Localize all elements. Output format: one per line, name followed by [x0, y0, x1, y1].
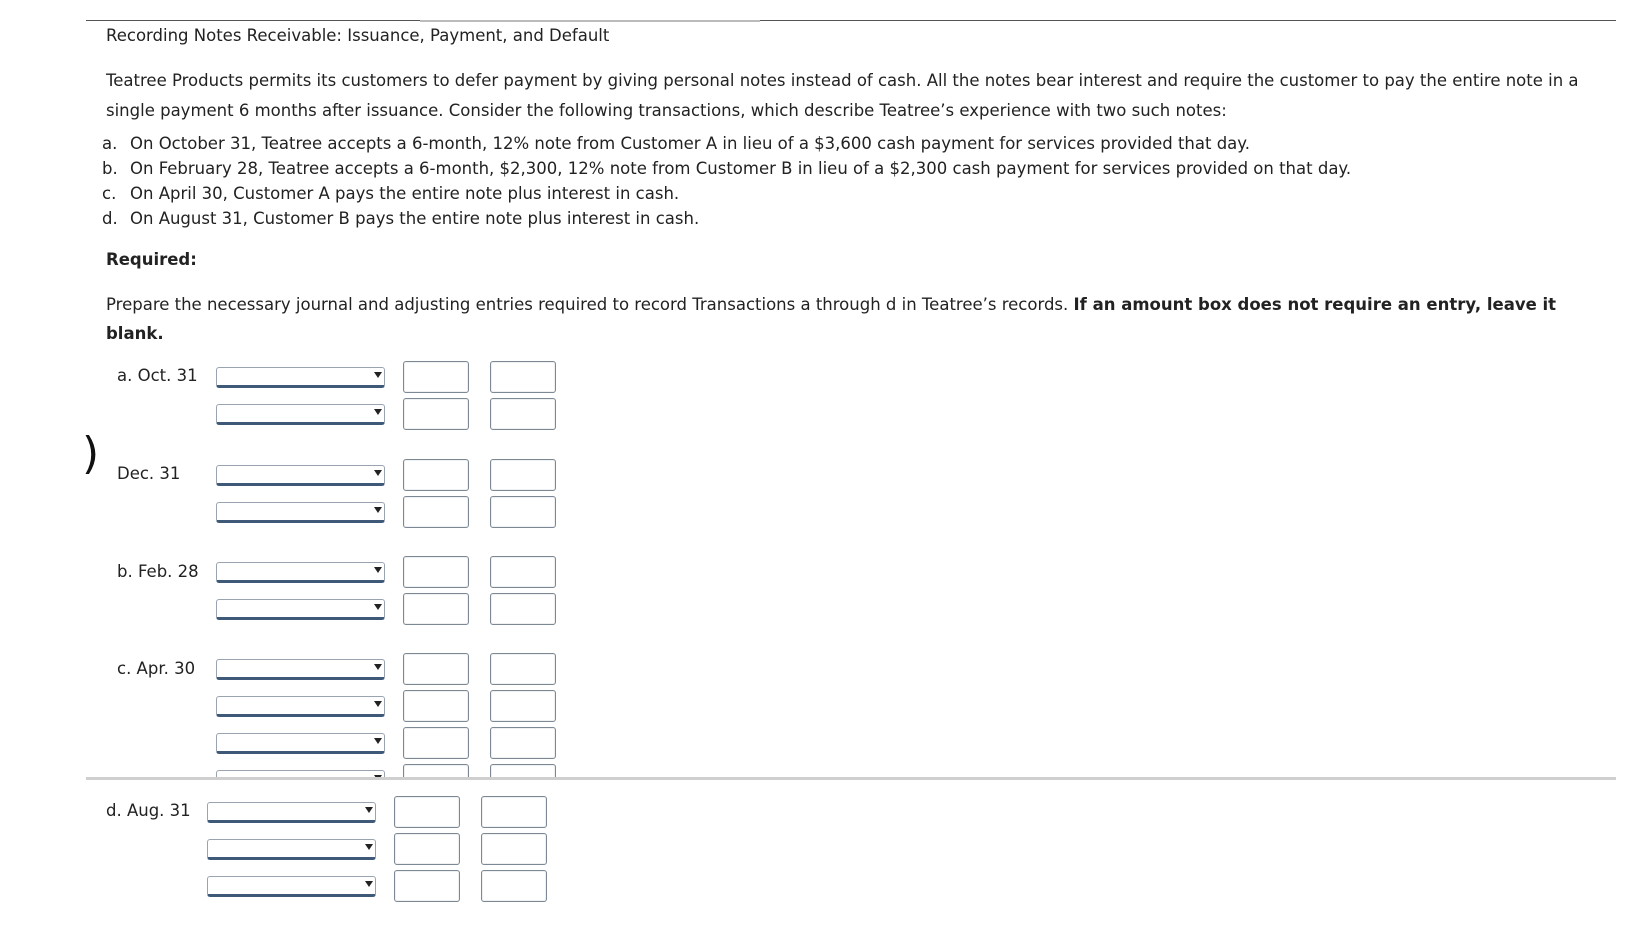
account-select[interactable] [216, 733, 385, 754]
credit-input[interactable] [490, 556, 556, 588]
credit-input[interactable] [490, 727, 556, 759]
account-select[interactable] [207, 802, 376, 823]
page-title: Recording Notes Receivable: Issuance, Payment, and Default [106, 26, 610, 45]
credit-input[interactable] [490, 690, 556, 722]
credit-input[interactable] [490, 361, 556, 393]
transaction-text: On August 31, Customer B pays the entire note plus interest in cash. [130, 209, 700, 228]
instructions-emphasis: If an amount box does not require an entry, leave it blank. [106, 295, 1557, 343]
chevron-down-icon [365, 844, 373, 850]
account-select[interactable] [216, 404, 385, 425]
debit-input[interactable] [403, 690, 469, 722]
credit-input[interactable] [481, 870, 547, 902]
credit-input[interactable] [490, 653, 556, 685]
chevron-down-icon [374, 604, 382, 610]
debit-input[interactable] [403, 593, 469, 625]
account-select[interactable] [207, 839, 376, 860]
chevron-down-icon [365, 881, 373, 887]
required-heading: Required: [106, 250, 197, 269]
transaction-letter: b. [102, 159, 118, 178]
entry-date-label: b. Feb. 28 [117, 562, 199, 581]
transaction-text: On October 31, Teatree accepts a 6-month, 12% note from Customer A in lieu of a $3,600 cash payment for services provided that day. [130, 134, 1250, 153]
debit-input[interactable] [403, 459, 469, 491]
debit-input[interactable] [394, 796, 460, 828]
entry-date-label: c. Apr. 30 [117, 659, 196, 678]
debit-input[interactable] [394, 833, 460, 865]
pane-divider [86, 777, 1616, 780]
credit-input[interactable] [481, 833, 547, 865]
transaction-letter: a. [102, 134, 118, 153]
transaction-letter: d. [102, 209, 118, 228]
account-select[interactable] [216, 502, 385, 523]
account-select[interactable] [216, 696, 385, 717]
account-select[interactable] [216, 562, 385, 583]
chevron-down-icon [374, 567, 382, 573]
account-select[interactable] [216, 599, 385, 620]
problem-intro: Teatree Products permits its customers to defer payment by giving personal notes instead of cash. All the notes bear interest and require the customer to pay the entire note in a single payment 6 months after issuance. Consider the following transactions, which describe Teatree’s experience with two such notes: [106, 71, 1579, 120]
chevron-down-icon [374, 409, 382, 415]
transaction-text: On February 28, Teatree accepts a 6-month, $2,300, 12% note from Customer B in lieu of a $2,300 cash payment for services provided on that day. [130, 159, 1352, 178]
scroll-pane-bracket: ) [82, 428, 100, 479]
account-select[interactable] [216, 770, 385, 777]
chevron-down-icon [374, 664, 382, 670]
debit-input[interactable] [403, 727, 469, 759]
debit-input[interactable] [403, 653, 469, 685]
instructions-text: Prepare the necessary journal and adjusting entries required to record Transactions a through d in Teatree’s records. [106, 295, 1069, 314]
entry-date-label: Dec. 31 [117, 464, 181, 483]
credit-input[interactable] [481, 796, 547, 828]
debit-input[interactable] [403, 398, 469, 430]
account-select[interactable] [207, 876, 376, 897]
entry-date-label: d. Aug. 31 [106, 801, 191, 820]
account-select[interactable] [216, 367, 385, 388]
debit-input[interactable] [403, 361, 469, 393]
debit-input[interactable] [403, 764, 469, 777]
credit-input[interactable] [490, 398, 556, 430]
chevron-down-icon [374, 470, 382, 476]
credit-input[interactable] [490, 459, 556, 491]
chevron-down-icon [374, 507, 382, 513]
credit-input[interactable] [490, 593, 556, 625]
chevron-down-icon [365, 807, 373, 813]
chevron-down-icon [374, 738, 382, 744]
debit-input[interactable] [403, 556, 469, 588]
transaction-letter: c. [102, 184, 117, 203]
account-select[interactable] [216, 465, 385, 486]
credit-input[interactable] [490, 764, 556, 777]
transaction-text: On April 30, Customer A pays the entire note plus interest in cash. [130, 184, 680, 203]
debit-input[interactable] [403, 496, 469, 528]
account-select[interactable] [216, 659, 385, 680]
chevron-down-icon [374, 372, 382, 378]
credit-input[interactable] [490, 496, 556, 528]
debit-input[interactable] [394, 870, 460, 902]
chevron-down-icon [374, 701, 382, 707]
entry-date-label: a. Oct. 31 [117, 366, 198, 385]
